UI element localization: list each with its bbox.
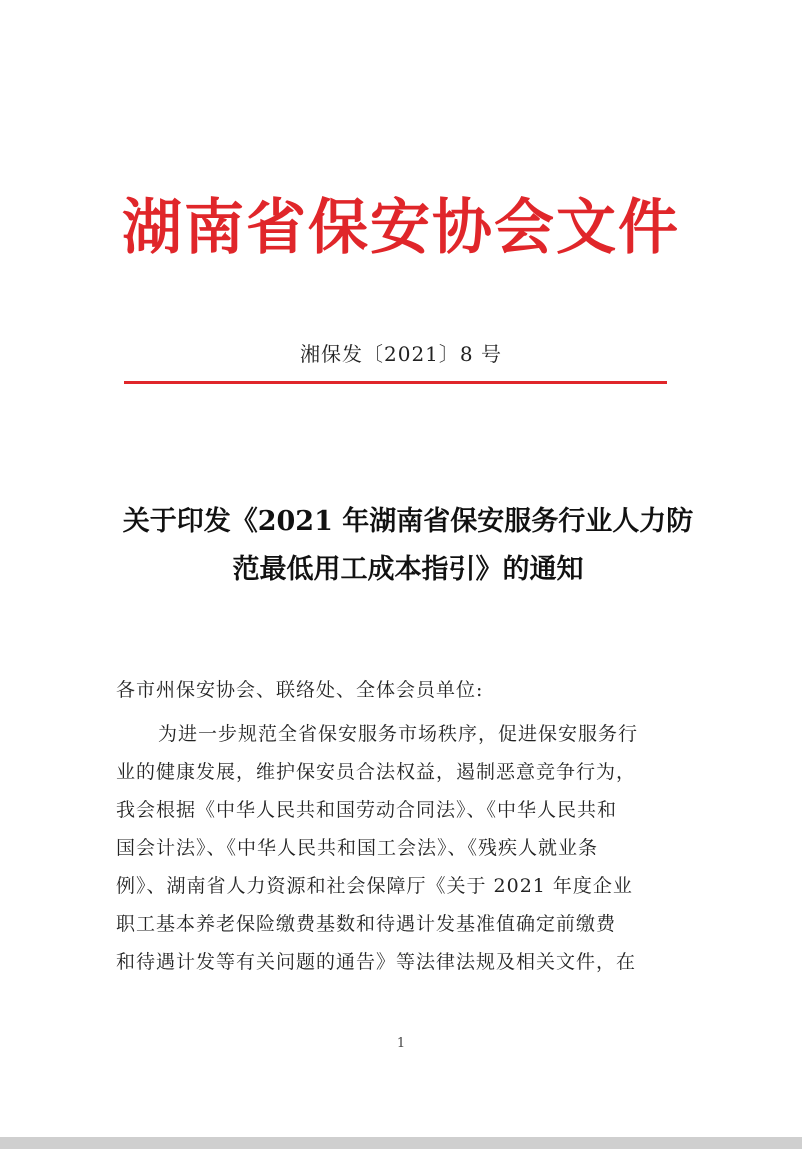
salutation: 各市州保安协会、联络处、全体会员单位:	[116, 679, 484, 701]
page-bottom-edge	[0, 1137, 802, 1149]
document-subject	[98, 498, 718, 594]
subject-line-1: 关于印发《2021 年湖南省保安服务行业人力防	[122, 506, 694, 537]
body-line: 国会计法》、《中华人民共和国工会法》、《残疾人就业条	[116, 837, 599, 859]
body-line: 职工基本养老保险缴费基数和待遇计发基准值确定前缴费	[116, 913, 617, 935]
document-header-title: 湖南省保安协会文件	[122, 193, 680, 263]
body-line: 和待遇计发等有关问题的通告》等法律法规及相关文件，在	[116, 951, 637, 973]
header-divider	[124, 381, 667, 384]
document-number: 湘保发〔2021〕8 号	[300, 342, 502, 366]
subject-line-2: 范最低用工成本指引》的通知	[232, 554, 584, 585]
body-line: 我会根据《中华人民共和国劳动合同法》、《中华人民共和	[116, 799, 618, 821]
body-line: 为进一步规范全省保安服务市场秩序，促进保安服务行	[158, 723, 639, 745]
page-number: 1	[396, 1036, 406, 1051]
body-paragraph	[116, 715, 676, 981]
body-line: 业的健康发展，维护保安员合法权益，遏制恶意竞争行为，	[116, 761, 637, 783]
body-line: 例》、湖南省人力资源和社会保障厅《关于 2021 年度企业	[116, 875, 633, 897]
